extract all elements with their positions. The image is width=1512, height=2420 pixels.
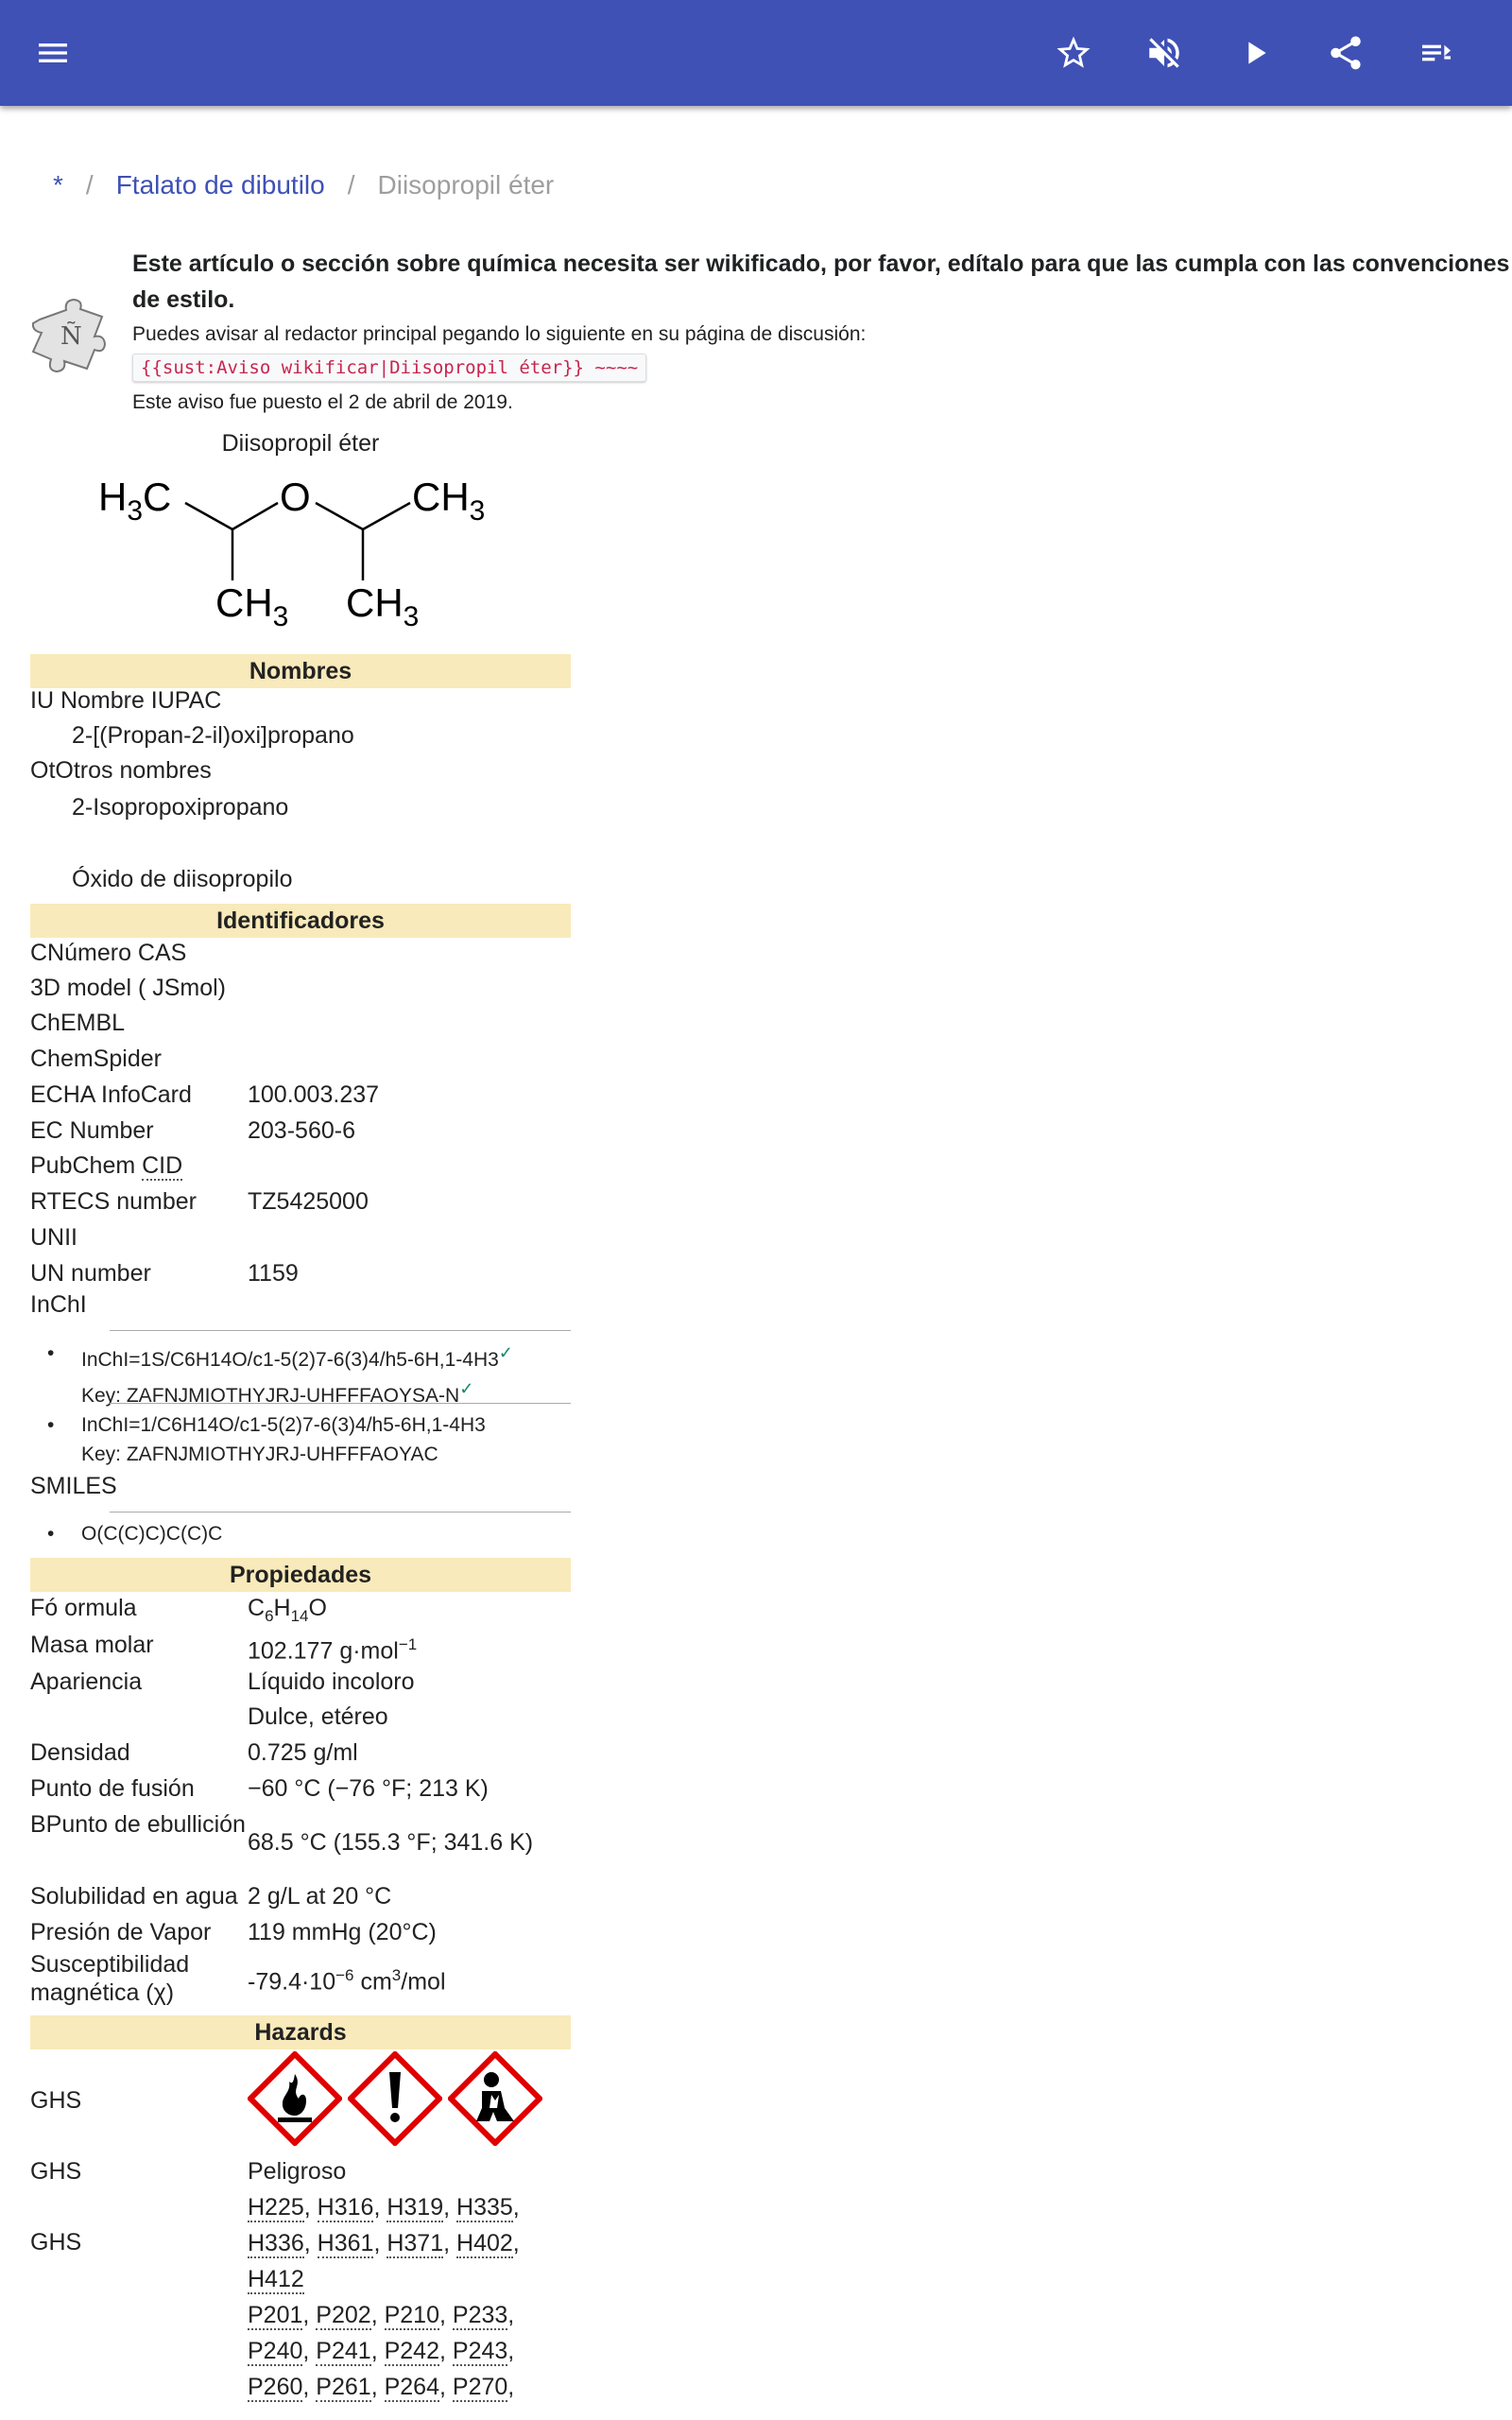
svg-text:O: O [280, 475, 311, 519]
property-label: Masa molar [30, 1632, 154, 1658]
property-label: Presión de Vapor [30, 1919, 212, 1945]
identifier-label[interactable]: CNúmero CAS [30, 940, 187, 966]
p-code[interactable]: P243 [452, 2338, 508, 2364]
other-name-1: 2-Isopropoxipropano [72, 794, 289, 821]
health-hazard-pictogram-icon[interactable] [448, 2051, 542, 2146]
inchi-string: InChI=1S/C6H14O/c1-5(2)7-6(3)4/h5-6H,1-4H3 [81, 1349, 499, 1371]
app-bar [0, 0, 1512, 106]
inchi-string: InChI=1/C6H14O/c1-5(2)7-6(3)4/h5-6H,1-4H3 [81, 1414, 486, 1436]
smiles-string: O(C(C)C)C(C)C [81, 1523, 223, 1545]
property-label: Densidad [30, 1739, 130, 1766]
notice-instruction: Puedes avisar al redactor principal pegando lo siguiente en su página de discusión: [132, 323, 867, 345]
h-code[interactable]: H225 [248, 2194, 304, 2221]
cid-abbr: CID [142, 1152, 183, 1179]
smiles-label[interactable]: SMILES [30, 1473, 117, 1499]
svg-text:Ñ: Ñ [60, 322, 82, 351]
property-label: Solubilidad en agua [30, 1883, 238, 1910]
breadcrumb-current: Diisopropil éter [377, 170, 555, 199]
identifier-label[interactable]: ChemSpider [30, 1046, 162, 1072]
property-value: 102.177 g·mol$^{-1}$ [248, 1635, 418, 1665]
other-names-label: OtOtros nombres [30, 757, 212, 784]
breadcrumb-separator: / [347, 170, 355, 199]
p-code[interactable]: P260 [248, 2374, 303, 2400]
identifier-label[interactable]: 3D model ( JSmol) [30, 975, 226, 1001]
signal-word: Peligroso [248, 2158, 347, 2185]
property-label: BPunto de ebullición [30, 1811, 246, 1838]
other-name-2: Óxido de diisopropilo [72, 866, 293, 892]
share-icon[interactable] [1315, 23, 1376, 83]
p-code[interactable]: P241 [316, 2338, 371, 2364]
playlist-icon[interactable] [1406, 23, 1467, 83]
ghs-label[interactable]: GHS [30, 2087, 82, 2114]
ghs-label[interactable]: GHS [30, 2229, 82, 2256]
inchi-key: Key: ZAFNJMIOTHYJRJ-UHFFFAOYSA-N [81, 1385, 460, 1407]
notice-title: Este artículo o sección sobre química necesita ser wikificado, por favor, edítalo para que las cumpla con las convenciones de estilo. [132, 251, 1510, 313]
exclamation-pictogram-icon[interactable] [348, 2051, 442, 2146]
identifier-label[interactable]: UN number [30, 1260, 151, 1287]
section-names-header: Nombres [30, 654, 571, 688]
identifier-value: 203-560-6 [248, 1117, 355, 1144]
property-value: 2 g/L at 20 °C [248, 1883, 392, 1910]
p-code[interactable]: P240 [248, 2338, 303, 2364]
identifier-value: 1159 [248, 1260, 299, 1287]
identifier-label[interactable]: ECHA InfoCard [30, 1081, 192, 1108]
ghs-label[interactable]: GHS [30, 2158, 82, 2185]
check-icon: ✓ [498, 1343, 513, 1362]
identifier-label[interactable]: RTECS number [30, 1188, 197, 1215]
section-identifiers-header: Identificadores [30, 904, 571, 938]
identifier-label[interactable]: EC Number [30, 1117, 154, 1144]
p-code[interactable]: P264 [384, 2374, 439, 2400]
p-code[interactable]: P210 [384, 2302, 439, 2328]
breadcrumb-parent[interactable]: Ftalato de dibutilo [115, 170, 325, 199]
p-code[interactable]: P201 [248, 2302, 303, 2328]
property-label: Punto de fusión [30, 1775, 195, 1802]
formula-value: $C_6H_{14}O$ [248, 1595, 327, 1625]
section-properties-header: Propiedades [30, 1558, 571, 1592]
p-code[interactable]: P242 [384, 2338, 439, 2364]
section-hazards-header: Hazards [30, 2015, 571, 2049]
h-code[interactable]: H361 [317, 2230, 374, 2256]
h-code[interactable]: H319 [387, 2194, 444, 2221]
p-statements: P201, P202, P210, P233, P240, P241, P242, P243, P260, P261, P264, P270, [248, 2302, 515, 2400]
notice-code: {{sust:Aviso wikificar|Diisopropil éter}} ~~~~ [132, 354, 646, 382]
property-value: Dulce, etéreo [248, 1703, 388, 1730]
p-code[interactable]: P261 [316, 2374, 371, 2400]
svg-text:H3C: $H_3C$ [98, 475, 172, 527]
svg-text:CH3: $CH_3$ [412, 475, 486, 527]
svg-text:CH3: $CH_3$ [215, 580, 289, 632]
h-code[interactable]: H335 [456, 2194, 513, 2221]
menu-icon[interactable] [23, 23, 83, 83]
property-value: Líquido incoloro [248, 1668, 415, 1695]
breadcrumb [53, 170, 554, 200]
p-code[interactable]: P202 [316, 2302, 371, 2328]
check-icon: ✓ [459, 1379, 474, 1398]
svg-text:CH3: $CH_3$ [346, 580, 420, 632]
breadcrumb-home[interactable]: * [53, 170, 63, 199]
property-value: −60 °C (−76 °F; 213 K) [248, 1775, 489, 1802]
divider [110, 1403, 571, 1404]
breadcrumb-separator: / [85, 170, 94, 199]
divider [110, 1330, 571, 1331]
h-code[interactable]: H316 [317, 2194, 374, 2221]
flame-pictogram-icon[interactable] [248, 2051, 342, 2146]
h-statements: H225, H316, H319, H335, H336, H361, H371, H402, H412 [248, 2194, 520, 2292]
volume-mute-icon[interactable] [1134, 23, 1194, 83]
structure-diagram [94, 465, 510, 640]
inchi-label[interactable]: InChI [30, 1291, 87, 1318]
identifier-value[interactable]: 100.003.237 [248, 1081, 380, 1108]
property-value: 68.5 °C (155.3 °F; 341.6 K) [248, 1829, 534, 1856]
star-outline-icon[interactable] [1043, 23, 1104, 83]
property-label: Susceptibilidad magnética (χ) [30, 1951, 190, 2006]
property-value: 0.725 g/ml [248, 1739, 358, 1766]
h-code[interactable]: H371 [387, 2230, 444, 2256]
property-value: 119 mmHg (20°C) [248, 1919, 437, 1945]
puzzle-piece-icon [28, 293, 113, 378]
infobox-caption: Diisopropil éter [221, 430, 380, 457]
play-icon[interactable] [1225, 23, 1285, 83]
property-value: $-79.4\cdot 10^{-6}$ $cm^3$/mol [248, 1966, 446, 1996]
identifier-value: TZ5425000 [248, 1188, 369, 1215]
notice-date: Este aviso fue puesto el 2 de abril de 2019. [132, 391, 513, 413]
iupac-value: 2-[(Propan-2-il)oxi]propano [72, 722, 354, 749]
p-code[interactable]: P270 [452, 2374, 508, 2400]
h-code[interactable]: H412 [248, 2266, 304, 2292]
property-label: Apariencia [30, 1668, 143, 1695]
identifier-label[interactable]: PubChem CID [30, 1152, 183, 1179]
p-code[interactable]: P233 [452, 2302, 508, 2328]
identifier-label[interactable]: ChEMBL [30, 1010, 126, 1036]
inchi-key: Key: ZAFNJMIOTHYJRJ-UHFFFAOYAC [81, 1443, 438, 1465]
identifier-label[interactable]: UNII [30, 1224, 77, 1251]
h-code[interactable]: H402 [456, 2230, 513, 2256]
iupac-label: IU Nombre IUPAC [30, 687, 222, 714]
property-label: Fó ormula [30, 1595, 137, 1621]
h-code[interactable]: H336 [248, 2230, 304, 2256]
